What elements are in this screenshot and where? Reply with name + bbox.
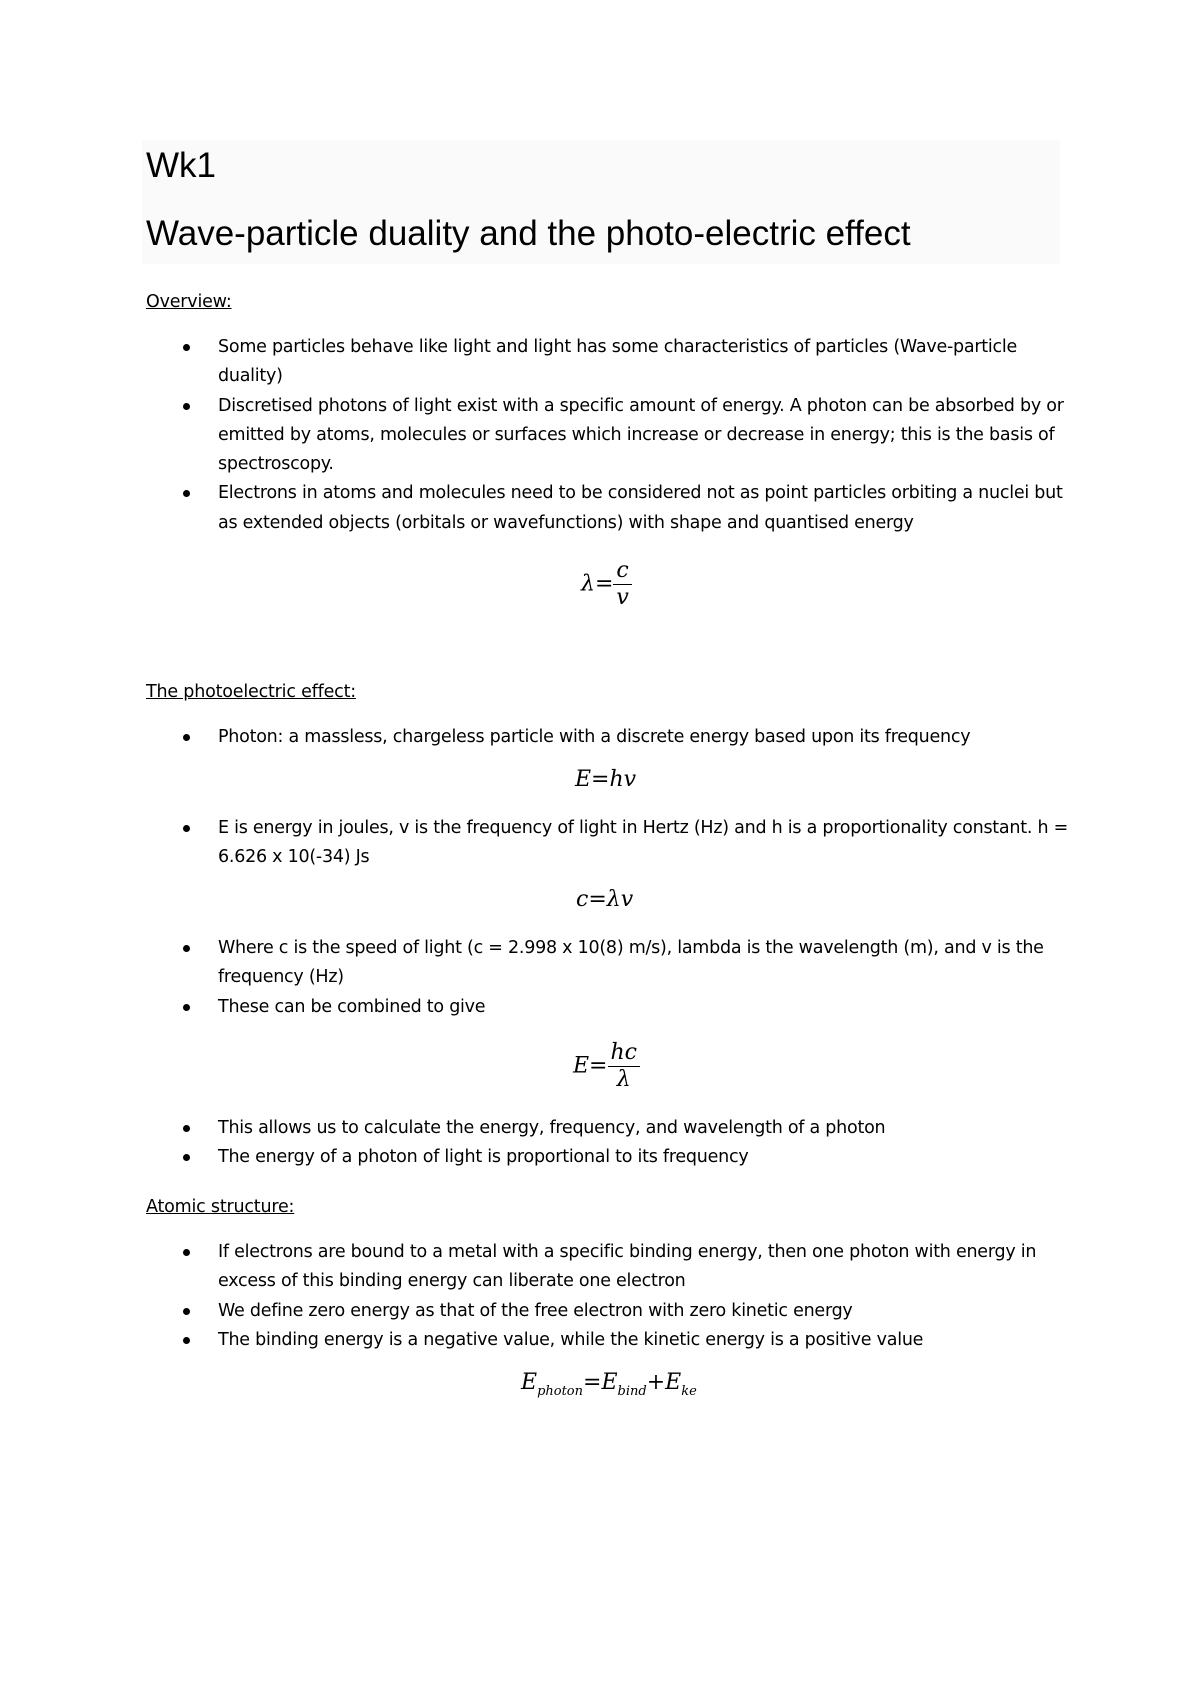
equation-photon-energy: $E_{photon}=E_{bind}+E_{ke}$	[521, 1370, 697, 1399]
equation-energy-frequency: E=hv	[575, 767, 637, 792]
list-item: These can be combined to give	[0, 993, 1078, 1022]
list-item: Electrons in atoms and molecules need to be considered not as point particles orbiting a nuclei but as extended objects (orbitals or wavefunctions) with shape and quantised energy	[0, 479, 1078, 538]
overview-list	[0, 333, 1078, 538]
bullet-icon	[183, 490, 190, 497]
list-item: This allows us to calculate the energy, frequency, and wavelength of a photon	[0, 1114, 1078, 1143]
list-item: Where c is the speed of light (c = 2.998 x 10(8) m/s), lambda is the wavelength (m), and v is the frequency (Hz)	[0, 934, 1078, 993]
document-subtitle: Wave-particle duality and the photo-electric effect	[146, 214, 911, 253]
equation-energy-wavelength: E= $\frac{hc}{\lambda}$	[573, 1040, 640, 1093]
list-item: If electrons are bound to a metal with a specific binding energy, then one photon with energy in excess of this binding energy can liberate one electron	[0, 1238, 1078, 1297]
bullet-icon	[183, 734, 190, 741]
atomic-structure-list	[0, 1238, 1078, 1355]
section-heading-atomic-structure: Atomic structure:	[146, 1197, 295, 1217]
bullet-icon	[183, 1249, 190, 1256]
list-item: The binding energy is a negative value, while the kinetic energy is a positive value	[0, 1326, 1078, 1355]
list-item: Discretised photons of light exist with a specific amount of energy. A photon can be absorbed by or emitted by atoms, molecules or surfaces which increase or decrease in energy; this is the basis of spectroscopy.	[0, 392, 1078, 480]
bullet-icon	[183, 945, 190, 952]
bullet-icon	[183, 1125, 190, 1132]
list-item: The energy of a photon of light is proportional to its frequency	[0, 1143, 1078, 1172]
bullet-icon	[183, 1004, 190, 1011]
section-heading-overview: Overview:	[146, 292, 232, 312]
photoelectric-list-3	[0, 934, 1078, 1022]
equation-wavelength: λ= $\frac{c}{v}$	[581, 558, 632, 611]
list-item: E is energy in joules, v is the frequency of light in Hertz (Hz) and h is a proportionality constant. h = 6.626 x 10(-34) Js	[0, 814, 1078, 873]
document-title: Wk1	[146, 146, 216, 185]
bullet-icon	[183, 403, 190, 410]
list-item: Photon: a massless, chargeless particle with a discrete energy based upon its frequency	[0, 723, 1078, 752]
section-heading-photoelectric: The photoelectric effect:	[146, 682, 356, 702]
bullet-icon	[183, 825, 190, 832]
bullet-icon	[183, 1308, 190, 1315]
list-item: Some particles behave like light and light has some characteristics of particles (Wave-particle duality)	[0, 333, 1078, 392]
photoelectric-list-4	[0, 1114, 1078, 1173]
list-item: We define zero energy as that of the free electron with zero kinetic energy	[0, 1297, 1078, 1326]
photoelectric-list-1	[0, 723, 1078, 752]
bullet-icon	[183, 1337, 190, 1344]
bullet-icon	[183, 1154, 190, 1161]
bullet-icon	[183, 344, 190, 351]
equation-speed-of-light: c=λv	[576, 887, 634, 912]
photoelectric-list-2	[0, 814, 1078, 873]
